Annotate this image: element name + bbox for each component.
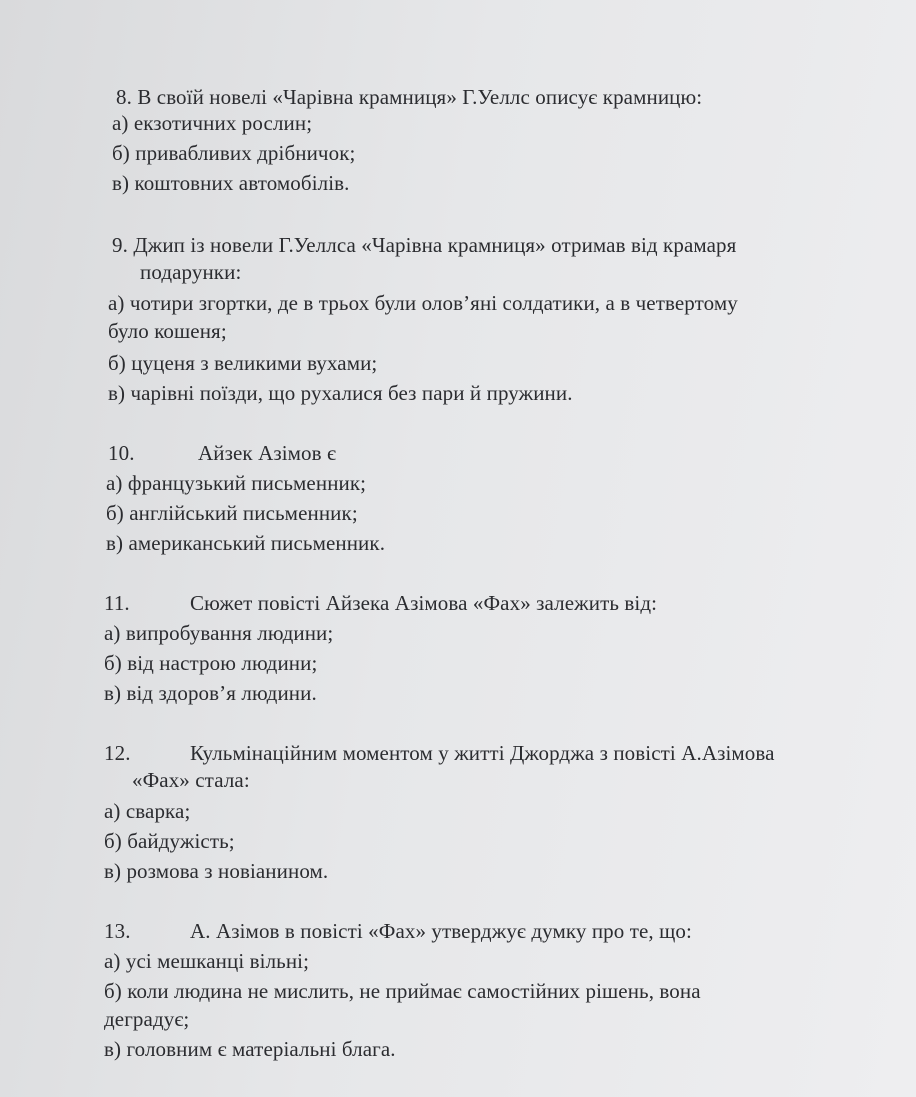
question-text-continued: «Фах» стала: — [132, 768, 250, 792]
question-13-stem — [104, 918, 692, 944]
question-text: Джип із новели Г.Уеллса «Чарівна крамниця» отримав від крамаря — [133, 233, 737, 257]
question-number: 9. — [112, 233, 128, 257]
option-b: б) від настрою людини; — [104, 651, 318, 675]
option-a-continued: було кошеня; — [108, 319, 227, 343]
question-text: Айзек Азімов є — [198, 441, 337, 465]
option-b: б) цуценя з великими вухами; — [108, 351, 378, 375]
option-a: а) сварка; — [104, 799, 191, 823]
option-b: б) англійський письменник; — [106, 501, 358, 525]
question-10-stem — [108, 440, 336, 466]
question-11-stem — [104, 590, 657, 616]
option-b-continued: деградує; — [104, 1007, 190, 1031]
option-a: а) екзотичних рослин; — [112, 111, 313, 135]
option-v: в) американський письменник. — [106, 531, 386, 555]
question-number: 8. — [116, 85, 132, 109]
question-number: 12. — [104, 741, 131, 765]
option-v: в) коштовних автомобілів. — [112, 171, 350, 195]
question-text: В своїй новелі «Чарівна крамниця» Г.Уеллс описує крамницю: — [137, 85, 703, 109]
option-v: в) чарівні поїзди, що рухалися без пари й пружини. — [108, 381, 573, 405]
option-b: б) привабливих дрібничок; — [112, 141, 356, 165]
option-a: а) чотири згортки, де в трьох були олов’яні солдатики, а в четвертому — [108, 291, 738, 315]
question-number: 13. — [104, 919, 131, 943]
option-a: а) випробування людини; — [104, 621, 334, 645]
option-v: в) розмова з новіанином. — [104, 859, 329, 883]
option-v: в) головним є матеріальні блага. — [104, 1037, 396, 1061]
question-number: 11. — [104, 591, 130, 615]
option-a: а) французький письменник; — [106, 471, 367, 495]
option-v: в) від здоров’я людини. — [104, 681, 317, 705]
question-text: Сюжет повісті Айзека Азімова «Фах» залежить від: — [190, 591, 658, 615]
option-a: а) усі мешканці вільні; — [104, 949, 310, 973]
question-8-stem — [116, 84, 702, 110]
question-12-stem — [104, 740, 775, 766]
question-text: Кульмінаційним моментом у житті Джорджа з повісті А.Азімова — [190, 741, 775, 765]
option-b: б) коли людина не мислить, не приймає самостійних рішень, вона — [104, 979, 701, 1003]
question-9-stem — [112, 232, 736, 258]
option-b: б) байдужість; — [104, 829, 235, 853]
question-text-continued: подарунки: — [140, 260, 242, 284]
question-number: 10. — [108, 441, 135, 465]
question-text: А. Азімов в повісті «Фах» утверджує думку про те, що: — [190, 919, 692, 943]
